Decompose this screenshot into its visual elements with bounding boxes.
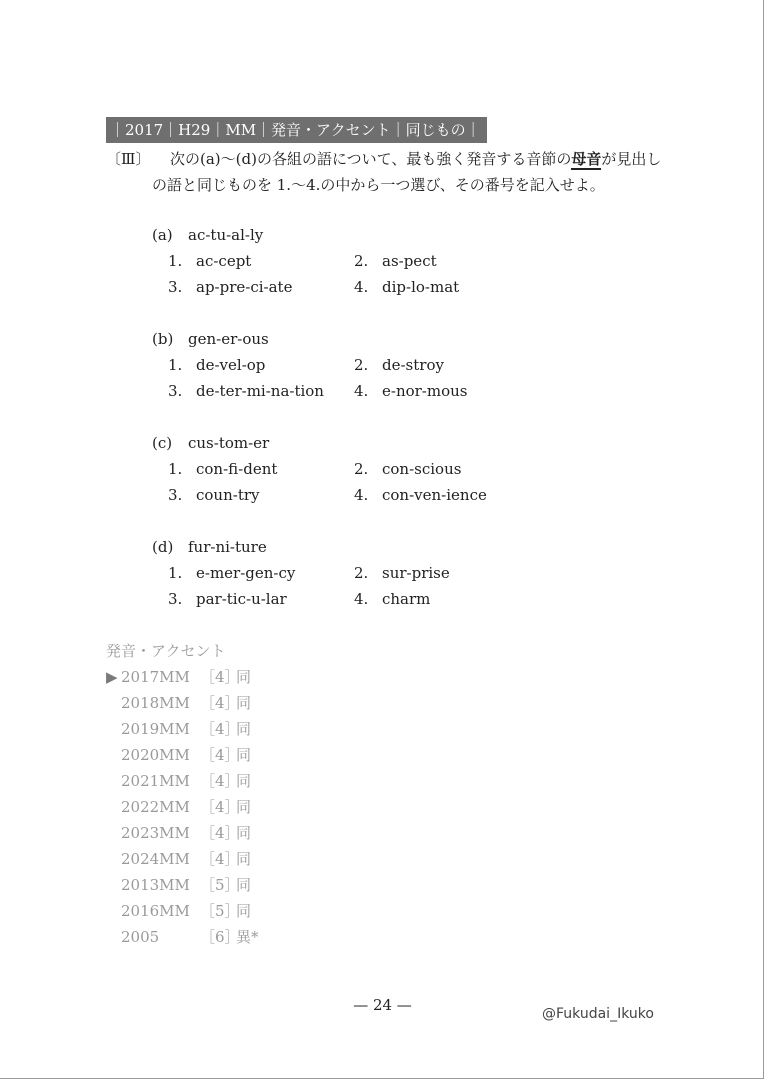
option-2: 2. as-pect: [354, 252, 437, 270]
item-head: [152, 326, 269, 352]
history-row: 2023MM ［4］ 同: [121, 824, 252, 842]
category-tag-bar: ｜2017｜H29｜MM｜発音・アクセント｜同じもの｜: [106, 117, 487, 143]
option-4: 4. dip-lo-mat: [354, 278, 460, 296]
history-row: ▶ 2017MM ［4］ 同: [106, 664, 226, 690]
question-text-pre: 次の(a)～(d)の各組の語について、最も強く発音する音節の: [170, 150, 572, 168]
option-row: [152, 248, 437, 274]
history-row: 2020MM ［4］ 同: [121, 746, 252, 764]
history-row: 2019MM ［4］ 同: [121, 720, 252, 738]
item-b: [152, 326, 468, 404]
item-a: [152, 222, 460, 300]
item-head: [152, 430, 269, 456]
item-c: [152, 430, 487, 508]
option-2: 2. sur-prise: [354, 564, 450, 582]
page-number: — 24 —: [353, 996, 412, 1014]
history-row: 2021MM ［4］ 同: [121, 772, 252, 790]
option-4: 4. con-ven-ience: [354, 486, 487, 504]
option-row: [152, 352, 444, 378]
option-row: [152, 378, 468, 404]
item-head: [152, 222, 263, 248]
option-3: 3. ap-pre-ci-ate: [168, 278, 293, 296]
option-1: 1. con-fi-dent: [168, 460, 278, 478]
option-2: 2. con-scious: [354, 460, 462, 478]
option-1: 1. ac-cept: [168, 252, 252, 270]
option-4: 4. e-nor-mous: [354, 382, 468, 400]
history-row: 2016MM ［5］ 同: [121, 902, 252, 920]
history-row: 2022MM ［4］ 同: [121, 798, 252, 816]
item-word: fur-ni-ture: [188, 538, 267, 556]
question-number: 〔Ⅲ〕: [106, 150, 151, 168]
history-row: 2018MM ［4］ 同: [121, 694, 252, 712]
option-3: 3. par-tic-u-lar: [168, 590, 287, 608]
item-word: gen-er-ous: [188, 330, 269, 348]
history-row: 2005 ［6］ 異*: [121, 928, 259, 946]
history-title: 発音・アクセント: [106, 642, 226, 660]
option-row: [152, 586, 431, 612]
item-label: (d): [152, 538, 174, 556]
history-row: 2013MM ［5］ 同: [121, 876, 252, 894]
question-text: [152, 146, 690, 198]
history-list: [106, 638, 259, 950]
option-4: 4. charm: [354, 590, 431, 608]
history-row: 2024MM ［4］ 同: [121, 850, 252, 868]
question-text-emphasis: 母音: [571, 150, 602, 168]
question-text-post: が見出し: [601, 150, 662, 168]
option-1: 1. e-mer-gen-cy: [168, 564, 296, 582]
option-row: [152, 456, 462, 482]
current-marker-icon: ▶: [106, 668, 118, 686]
item-label: (c): [152, 434, 173, 452]
item-head: [152, 534, 267, 560]
option-3: 3. coun-try: [168, 486, 260, 504]
option-row: [152, 482, 487, 508]
option-row: [152, 560, 450, 586]
option-row: [152, 274, 460, 300]
item-word: cus-tom-er: [188, 434, 270, 452]
option-1: 1. de-vel-op: [168, 356, 266, 374]
item-word: ac-tu-al-ly: [188, 226, 264, 244]
item-label: (a): [152, 226, 173, 244]
author-handle: @Fukudai_Ikuko: [542, 1006, 654, 1022]
item-label: (b): [152, 330, 174, 348]
item-d: [152, 534, 450, 612]
option-3: 3. de-ter-mi-na-tion: [168, 382, 324, 400]
question-text-line2: の語と同じものを 1.～4.の中から一つ選び、その番号を記入せよ。: [152, 176, 605, 194]
option-2: 2. de-stroy: [354, 356, 444, 374]
